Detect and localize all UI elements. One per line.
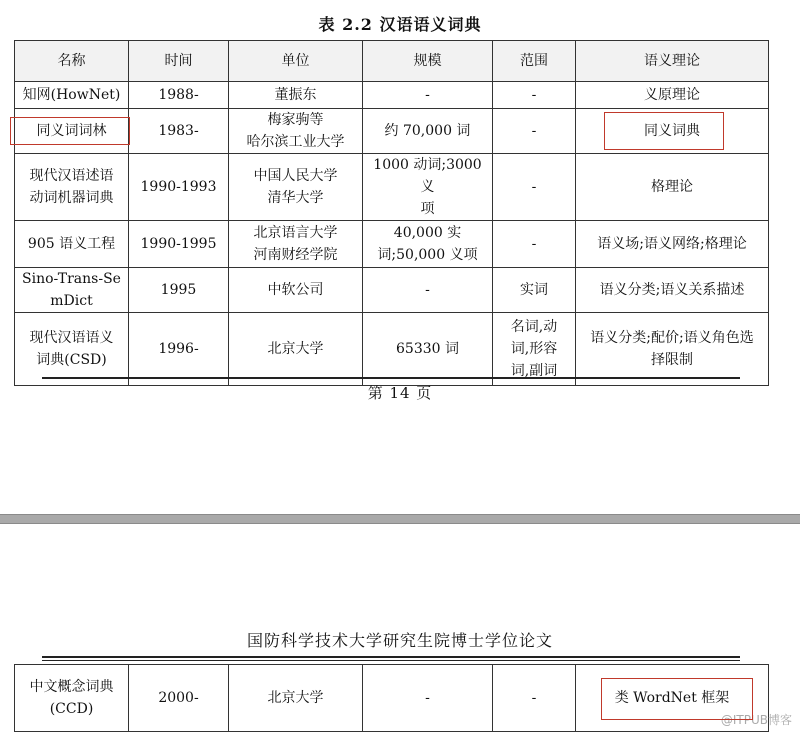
thesis-header: 国防科学技术大学研究生院博士学位论文 (246, 631, 553, 650)
cell-time: 1990-1995 (129, 221, 229, 268)
page-number: 第 14 页 (367, 384, 433, 402)
cell-scale: 40,000 实 词;50,000 义项 (363, 221, 493, 268)
cell-name: Sino-Trans-Se mDict (15, 268, 129, 313)
cell-scale: - (363, 268, 493, 313)
cell-unit: 中国人民大学 清华大学 (229, 154, 363, 221)
highlight-box-theory (604, 112, 724, 150)
cell-name: 现代汉语语义 词典(CSD) (15, 313, 129, 386)
col-header-unit: 单位 (229, 41, 363, 82)
cell-scale: 65330 词 (363, 313, 493, 386)
cell-name: 现代汉语述语 动词机器词典 (15, 154, 129, 221)
page-gap (0, 514, 800, 524)
cell-range: - (493, 221, 576, 268)
table-row (15, 221, 769, 268)
table-row (15, 313, 769, 386)
highlight-box-ccd (601, 678, 753, 720)
highlight-box-name (10, 117, 130, 145)
cell-range: 名词,动 词,形容 词,副词 (493, 313, 576, 386)
cell-time: 1988- (129, 82, 229, 109)
cell-theory: 语义分类;语义关系描述 (576, 268, 769, 313)
cell-theory: 同义词典 (576, 109, 769, 154)
cell-time: 1996- (129, 313, 229, 386)
cell-name: 905 语义工程 (15, 221, 129, 268)
table-header-row (15, 41, 769, 82)
table-row (15, 268, 769, 313)
cell-range: - (493, 665, 576, 732)
cell-unit: 北京语言大学 河南财经学院 (229, 221, 363, 268)
cell-time: 1983- (129, 109, 229, 154)
cell-unit: 梅家驹等 哈尔滨工业大学 (229, 109, 363, 154)
lexicon-table (14, 40, 769, 386)
cell-unit: 董振东 (229, 82, 363, 109)
cell-unit: 北京大学 (229, 313, 363, 386)
cell-theory: 类 WordNet 框架 (576, 665, 769, 732)
cell-name: 中文概念词典 (CCD) (15, 665, 129, 732)
col-header-name: 名称 (15, 41, 129, 82)
cell-range: 实词 (493, 268, 576, 313)
header-rule-thick (42, 656, 740, 658)
footer-rule (42, 377, 740, 379)
cell-time: 2000- (129, 665, 229, 732)
cell-name: 同义词词林 (15, 109, 129, 154)
cell-range: - (493, 109, 576, 154)
cell-range: - (493, 82, 576, 109)
cell-unit: 北京大学 (229, 665, 363, 732)
table-caption: 表 2.2 汉语语义词典 (318, 15, 482, 34)
cell-scale: - (363, 82, 493, 109)
header-rule-thin (42, 660, 740, 661)
cell-time: 1990-1993 (129, 154, 229, 221)
col-header-time: 时间 (129, 41, 229, 82)
cell-range: - (493, 154, 576, 221)
cell-theory: 语义分类;配价;语义角色选 择限制 (576, 313, 769, 386)
cell-theory: 义原理论 (576, 82, 769, 109)
col-header-scale: 规模 (363, 41, 493, 82)
cell-name: 知网(HowNet) (15, 82, 129, 109)
table-row (15, 154, 769, 221)
cell-scale: - (363, 665, 493, 732)
col-header-theory: 语义理论 (576, 41, 769, 82)
cell-scale: 1000 动词;3000 义 项 (363, 154, 493, 221)
cell-unit: 中软公司 (229, 268, 363, 313)
cell-theory: 语义场;语义网络;格理论 (576, 221, 769, 268)
cell-theory: 格理论 (576, 154, 769, 221)
watermark: @ITPUB博客 (720, 713, 792, 727)
cell-scale: 约 70,000 词 (363, 109, 493, 154)
col-header-range: 范围 (493, 41, 576, 82)
cell-time: 1995 (129, 268, 229, 313)
table-row (15, 82, 769, 109)
